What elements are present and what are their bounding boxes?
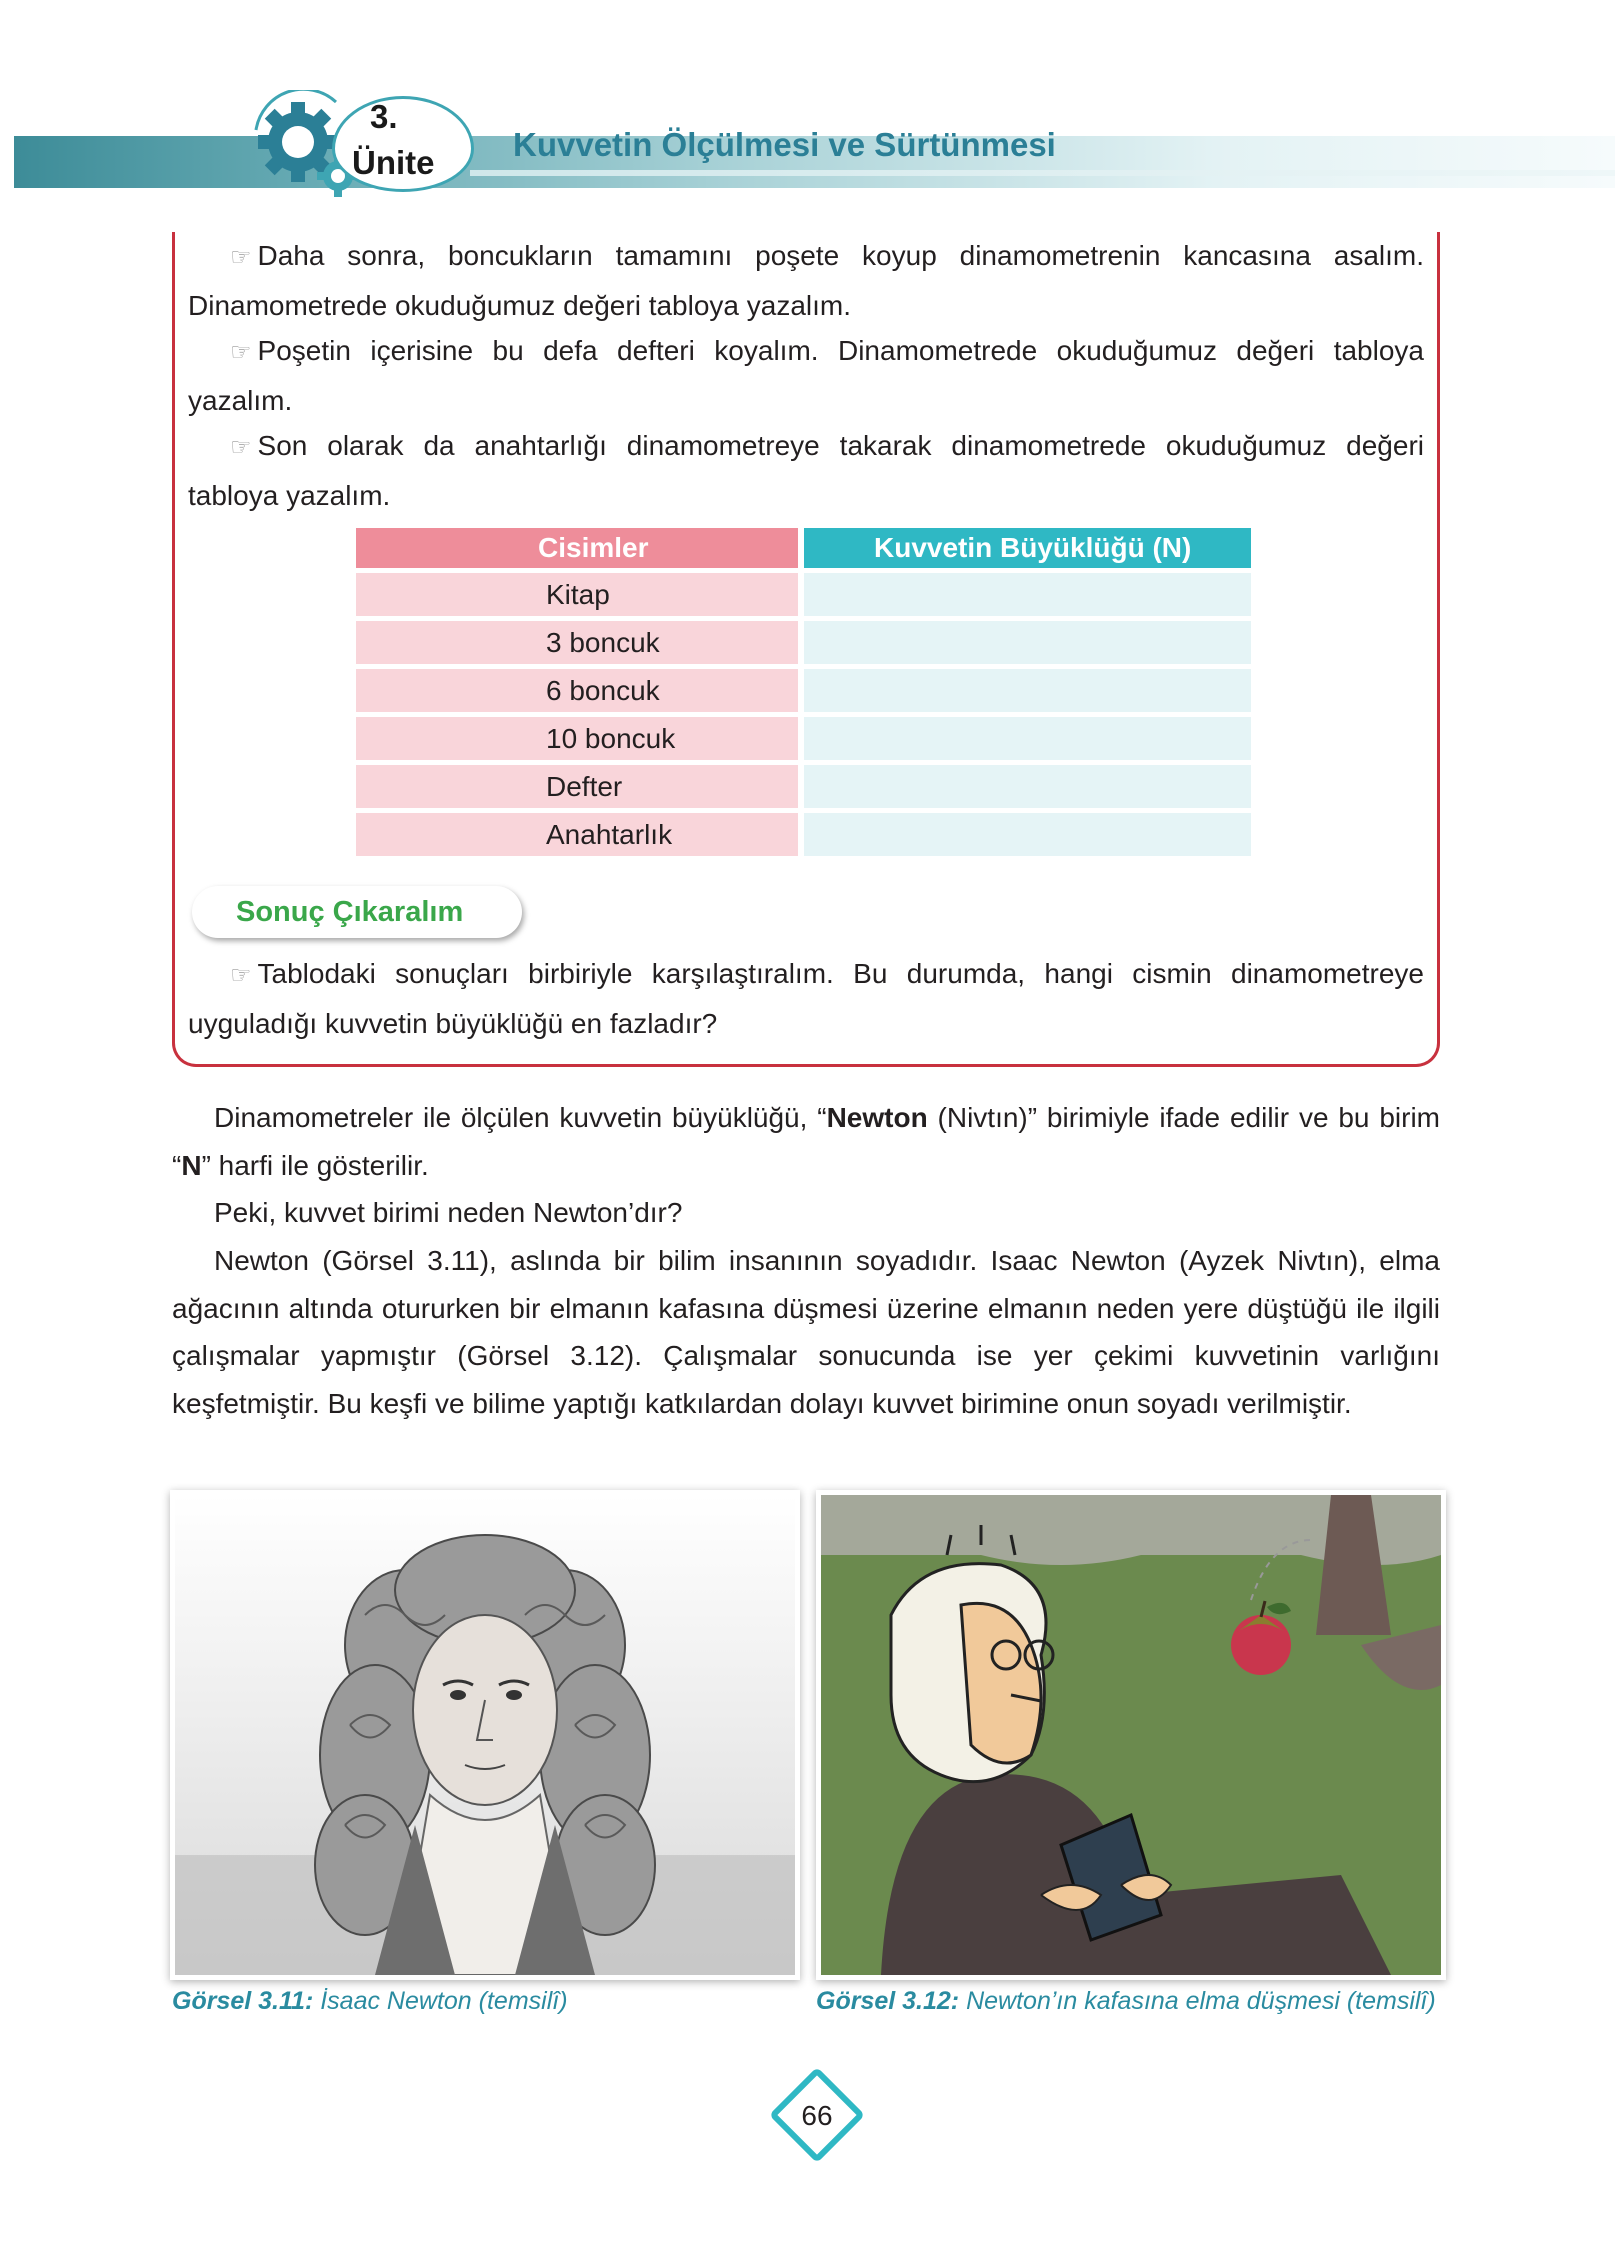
pointing-hand-icon: ☞: [230, 962, 252, 989]
object-cell: Defter: [356, 765, 798, 808]
figure-label: Görsel 3.11:: [172, 1987, 314, 2015]
force-cell: [804, 813, 1251, 856]
newton-apple-image: [821, 1495, 1441, 1975]
object-cell: 10 boncuk: [356, 717, 798, 760]
force-cell: [804, 669, 1251, 712]
conclusion-heading: Sonuç Çıkaralım: [192, 886, 522, 938]
header-rule: [470, 170, 1615, 176]
force-cell: [804, 573, 1251, 616]
unit-word: Ünite: [352, 144, 435, 181]
page-number: 66: [801, 2100, 833, 2131]
object-cell: Kitap: [356, 573, 798, 616]
unit-number: 3.: [370, 98, 398, 135]
activity-step: ☞ Daha sonra, boncukların tamamını poşete koyup dinamometrenin kancasına asalım. Dinamometrede okuduğumuz değeri tabloya yazalım.: [188, 240, 1424, 321]
object-cell: 6 boncuk: [356, 669, 798, 712]
pointing-hand-icon: ☞: [230, 339, 252, 366]
figure-newton-portrait: [170, 1490, 800, 1980]
force-cell: [804, 621, 1251, 664]
chapter-title: Kuvvetin Ölçülmesi ve Sürtünmesi: [513, 126, 1056, 163]
column-header-objects: Cisimler: [356, 528, 798, 568]
body-paragraph: Dinamometreler ile ölçülen kuvvetin büyüklüğü, “Newton (Nivtın)” birimiyle ifade edilir ve bu birim “N” harfi ile gösterilir.: [172, 1102, 1440, 1181]
column-header-force: Kuvvetin Büyüklüğü (N): [804, 528, 1251, 568]
object-cell: 3 boncuk: [356, 621, 798, 664]
figure-newton-apple: [816, 1490, 1446, 1980]
table-row: [356, 573, 1251, 616]
object-cell: Anahtarlık: [356, 813, 798, 856]
force-cell: [804, 765, 1251, 808]
figure-caption: Görsel 3.11: İsaac Newton (temsilî): [172, 1987, 568, 2015]
body-paragraph: Newton (Görsel 3.11), aslında bir bilim insanının soyadıdır. Isaac Newton (Ayzek Nivtın), elma ağacının altında otururken bir elmanın kafasına düşmesi üzerine elmanın neden yere düştüğü ile ilgili çalışmalar yapmıştır (Görsel 3.12). Çalışmalar sonucunda ise yer çekimi kuvvetinin varlığını keşfetmiştir. Bu keşfi ve bilime yaptığı katkılardan dolayı kuvvet birimine onun soyadı verilmiştir.: [172, 1245, 1440, 1419]
table-row: [356, 765, 1251, 808]
table-header-row: [356, 528, 1251, 568]
table-row: [356, 717, 1251, 760]
body-paragraph: Peki, kuvvet birimi neden Newton’dır?: [214, 1197, 683, 1228]
newton-portrait-image: [175, 1495, 795, 1975]
figure-label: Görsel 3.12:: [816, 1987, 960, 2015]
activity-step: ☞ Poşetin içerisine bu defa defteri koyalım. Dinamometrede okuduğumuz değeri tabloya yazalım.: [188, 335, 1424, 416]
table-row: [356, 813, 1251, 856]
conclusion-question: ☞ Tablodaki sonuçları birbiriyle karşılaştıralım. Bu durumda, hangi cismin dinamometreye uyguladığı kuvvetin büyüklüğü en fazladır?: [188, 958, 1424, 1039]
table-row: [356, 621, 1251, 664]
measurement-table: [350, 523, 1257, 861]
table-row: [356, 669, 1251, 712]
pointing-hand-icon: ☞: [230, 434, 252, 461]
activity-step: ☞ Son olarak da anahtarlığı dinamometreye takarak dinamometrede okuduğumuz değeri tabloya yazalım.: [188, 430, 1424, 511]
pointing-hand-icon: ☞: [230, 244, 252, 271]
force-cell: [804, 717, 1251, 760]
figure-caption: Görsel 3.12: Newton’ın kafasına elma düşmesi (temsilî): [816, 1987, 1436, 2015]
